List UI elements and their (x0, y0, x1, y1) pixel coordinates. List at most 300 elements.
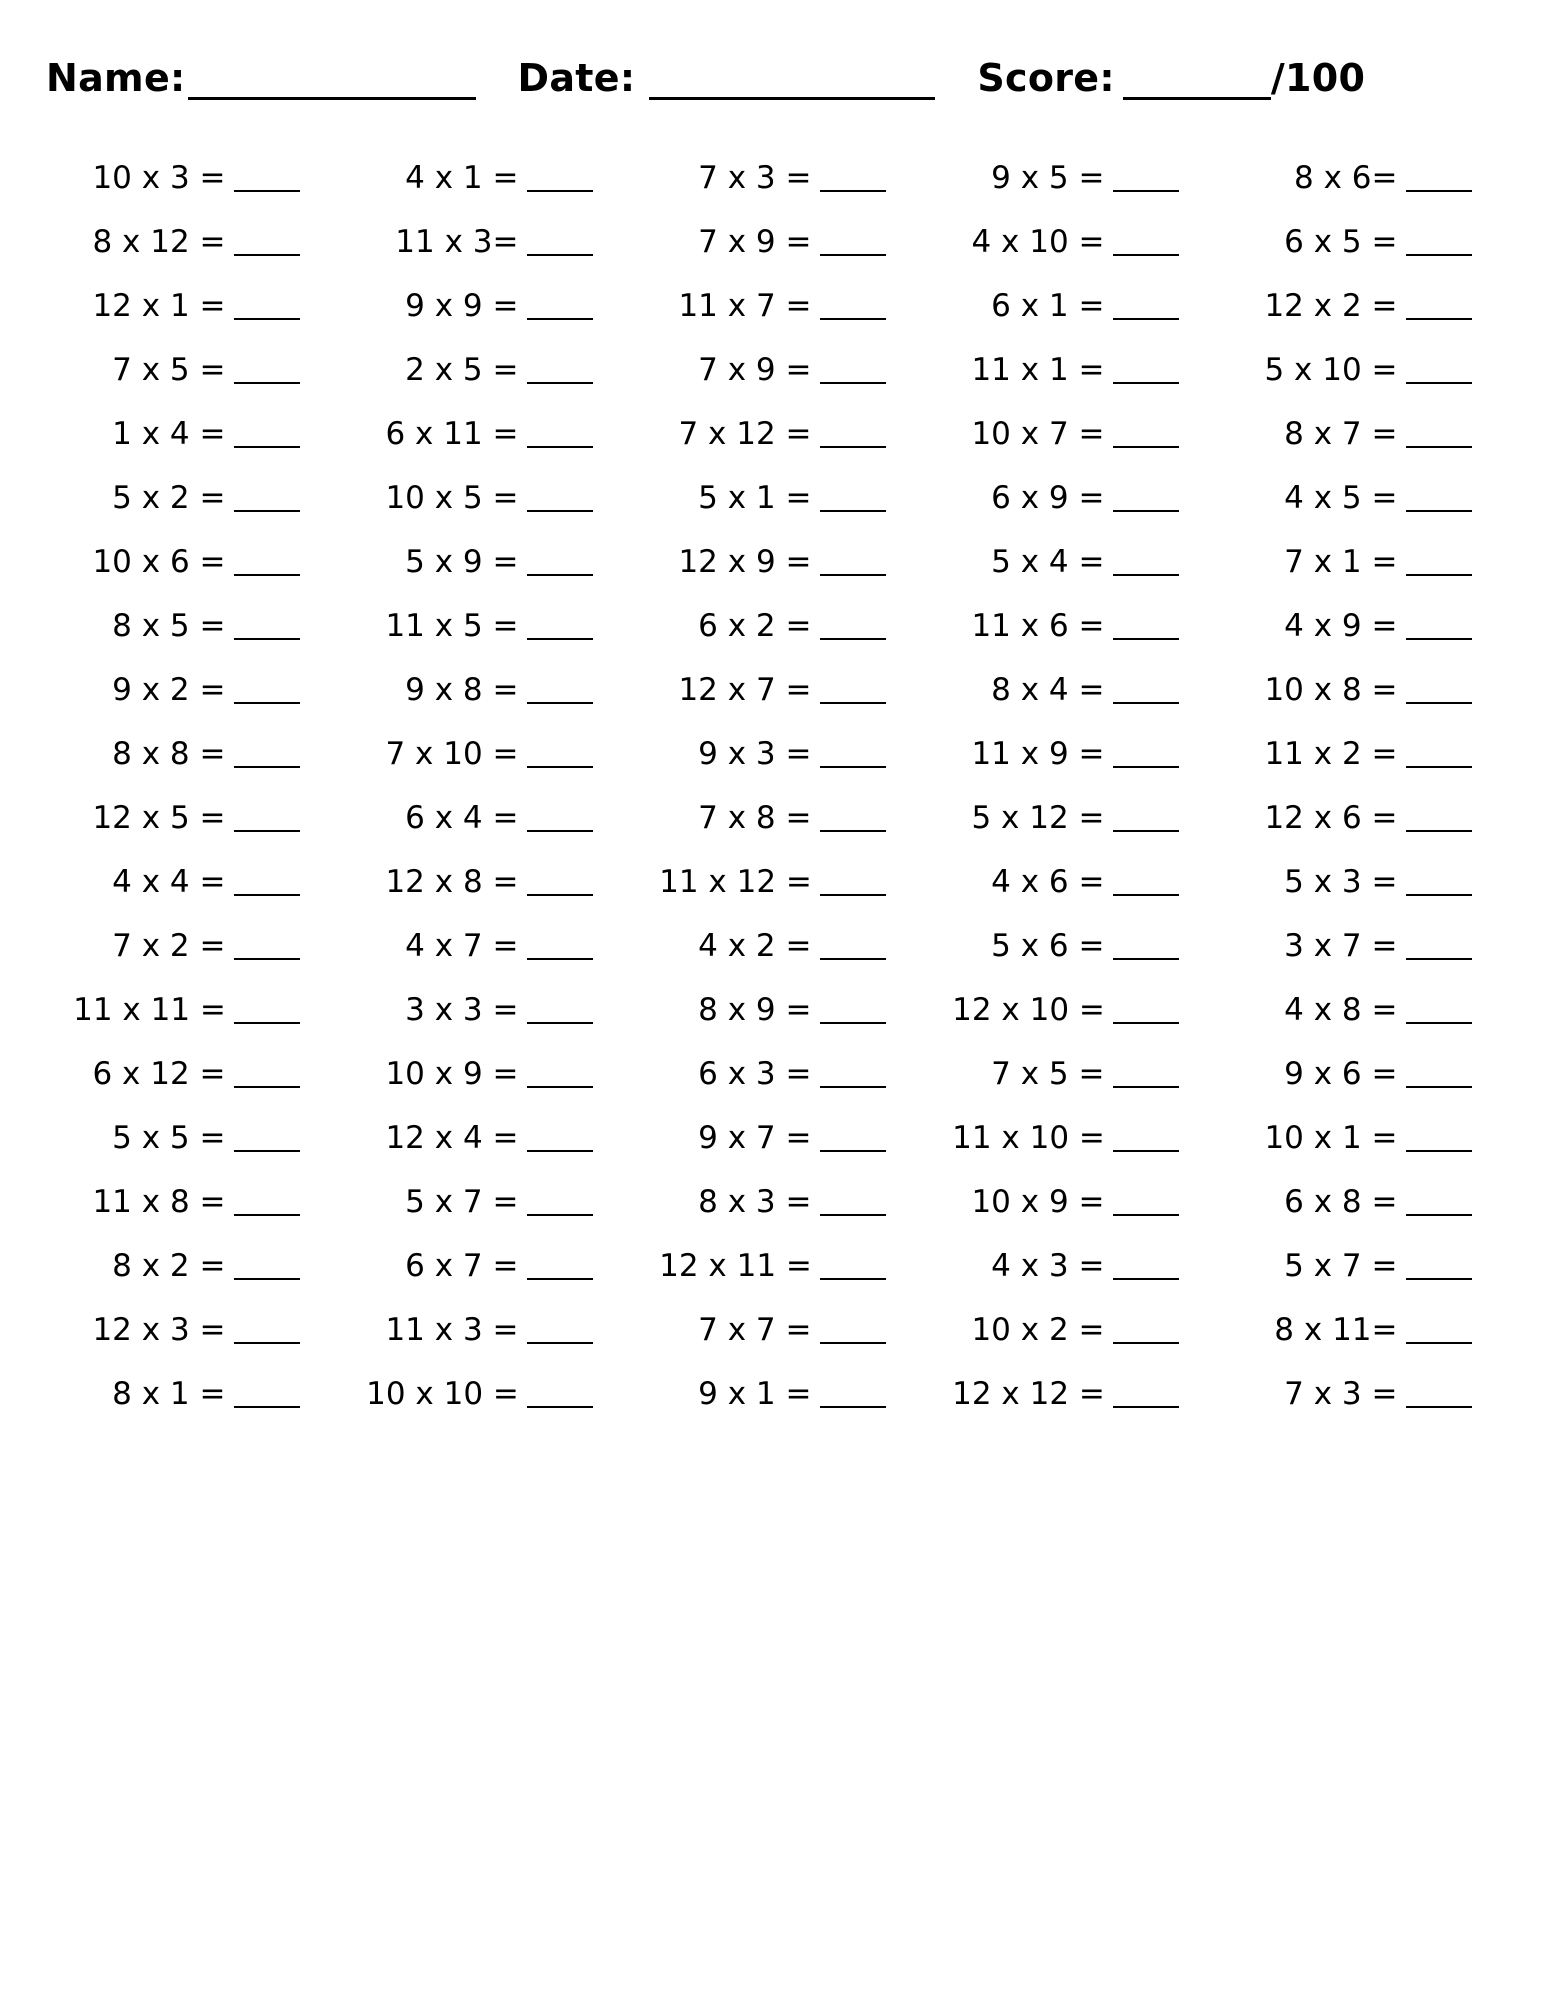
problem-cell (1212, 146, 1505, 210)
problem-cell (40, 1362, 333, 1426)
problem-expression: 5 x 3 = (1284, 864, 1398, 900)
problem-expression: 5 x 1 = (698, 480, 812, 516)
answer-blank[interactable] (234, 676, 300, 704)
problem-expression: 6 x 11 = (385, 416, 519, 452)
problem-cell (40, 786, 333, 850)
answer-blank[interactable] (234, 484, 300, 512)
problem-cell (919, 1170, 1212, 1234)
answer-blank[interactable] (234, 612, 300, 640)
problem-cell (40, 978, 333, 1042)
problem-cell (333, 850, 626, 914)
problem-cell (1212, 274, 1505, 338)
problem-expression: 7 x 12 = (678, 416, 812, 452)
problem-expression: 1 x 4 = (112, 416, 226, 452)
problem-cell (626, 914, 919, 978)
answer-blank[interactable] (820, 1252, 886, 1280)
answer-blank[interactable] (1113, 228, 1179, 256)
problem-cell (333, 914, 626, 978)
problem-expression: 11 x 11 = (73, 992, 226, 1028)
problem-expression: 7 x 9 = (698, 224, 812, 260)
answer-blank[interactable] (1406, 1124, 1472, 1152)
problem-cell (333, 466, 626, 530)
answer-blank[interactable] (820, 996, 886, 1024)
problem-cell (40, 658, 333, 722)
name-input-line[interactable] (188, 67, 476, 100)
answer-blank[interactable] (234, 1060, 300, 1088)
problem-expression: 12 x 11 = (659, 1248, 812, 1284)
problem-expression: 10 x 6 = (92, 544, 226, 580)
problem-expression: 12 x 2 = (1264, 288, 1398, 324)
score-total-label: /100 (1270, 56, 1366, 100)
problem-expression: 12 x 8 = (385, 864, 519, 900)
answer-blank[interactable] (1113, 1252, 1179, 1280)
answer-blank[interactable] (1113, 548, 1179, 576)
problem-cell (40, 210, 333, 274)
problem-expression: 12 x 6 = (1264, 800, 1398, 836)
problem-expression: 12 x 5 = (92, 800, 226, 836)
problem-expression: 12 x 12 = (952, 1376, 1105, 1412)
answer-blank[interactable] (234, 164, 300, 192)
problem-cell (919, 978, 1212, 1042)
problem-cell (333, 402, 626, 466)
problem-cell (626, 1234, 919, 1298)
problem-cell (919, 402, 1212, 466)
problem-cell (626, 1362, 919, 1426)
answer-blank[interactable] (1406, 548, 1472, 576)
date-field-group (518, 56, 936, 100)
problem-cell (919, 1234, 1212, 1298)
problem-expression: 5 x 2 = (112, 480, 226, 516)
answer-blank[interactable] (1406, 228, 1472, 256)
problem-cell (40, 1234, 333, 1298)
answer-blank[interactable] (527, 1060, 593, 1088)
answer-blank[interactable] (527, 420, 593, 448)
problem-expression: 6 x 1 = (991, 288, 1105, 324)
answer-blank[interactable] (234, 1188, 300, 1216)
problem-cell (626, 594, 919, 658)
problem-expression: 12 x 7 = (678, 672, 812, 708)
answer-blank[interactable] (820, 1316, 886, 1344)
problem-cell (1212, 1298, 1505, 1362)
answer-blank[interactable] (527, 1380, 593, 1408)
answer-blank[interactable] (1113, 164, 1179, 192)
problem-expression: 6 x 12 = (92, 1056, 226, 1092)
answer-blank[interactable] (234, 356, 300, 384)
problem-cell (919, 914, 1212, 978)
answer-blank[interactable] (527, 484, 593, 512)
answer-blank[interactable] (527, 932, 593, 960)
problem-expression: 2 x 5 = (405, 352, 519, 388)
name-field-group (46, 56, 476, 100)
problem-expression: 6 x 4 = (405, 800, 519, 836)
problem-cell (1212, 530, 1505, 594)
answer-blank[interactable] (820, 420, 886, 448)
problem-expression: 11 x 6 = (971, 608, 1105, 644)
problem-cell (1212, 1362, 1505, 1426)
problem-cell (919, 338, 1212, 402)
problem-cell (333, 658, 626, 722)
problem-cell (919, 1298, 1212, 1362)
problem-expression: 8 x 7 = (1284, 416, 1398, 452)
problem-cell (1212, 1042, 1505, 1106)
answer-blank[interactable] (1113, 740, 1179, 768)
problem-cell (1212, 1234, 1505, 1298)
problem-expression: 11 x 3 = (385, 1312, 519, 1348)
problem-expression: 4 x 10 = (971, 224, 1105, 260)
problem-expression: 10 x 5 = (385, 480, 519, 516)
problem-expression: 11 x 10 = (952, 1120, 1105, 1156)
problem-cell (919, 786, 1212, 850)
answer-blank[interactable] (1406, 420, 1472, 448)
problem-cell (626, 466, 919, 530)
problem-expression: 5 x 4 = (991, 544, 1105, 580)
problem-expression: 9 x 3 = (698, 736, 812, 772)
answer-blank[interactable] (1113, 292, 1179, 320)
problem-cell (919, 1362, 1212, 1426)
answer-blank[interactable] (1113, 1380, 1179, 1408)
score-field-group (977, 56, 1365, 100)
problem-cell (919, 146, 1212, 210)
date-label: Date: (517, 56, 636, 100)
problem-cell (1212, 722, 1505, 786)
answer-blank[interactable] (820, 228, 886, 256)
problem-cell (919, 466, 1212, 530)
problem-expression: 11 x 3= (395, 224, 519, 260)
answer-blank[interactable] (1406, 1060, 1472, 1088)
problem-expression: 4 x 1 = (405, 160, 519, 196)
answer-blank[interactable] (527, 292, 593, 320)
answer-blank[interactable] (527, 548, 593, 576)
problem-cell (333, 978, 626, 1042)
problem-expression: 8 x 1 = (112, 1376, 226, 1412)
problem-expression: 5 x 5 = (112, 1120, 226, 1156)
problem-cell (1212, 594, 1505, 658)
answer-blank[interactable] (820, 804, 886, 832)
answer-blank[interactable] (1113, 996, 1179, 1024)
answer-blank[interactable] (527, 164, 593, 192)
problem-cell (333, 1170, 626, 1234)
answer-blank[interactable] (527, 804, 593, 832)
problem-expression: 7 x 9 = (698, 352, 812, 388)
problem-cell (333, 146, 626, 210)
problem-cell (626, 1170, 919, 1234)
answer-blank[interactable] (1406, 356, 1472, 384)
problem-expression: 7 x 5 = (112, 352, 226, 388)
problem-expression: 4 x 6 = (991, 864, 1105, 900)
problem-expression: 11 x 1 = (971, 352, 1105, 388)
problem-cell (1212, 210, 1505, 274)
answer-blank[interactable] (1406, 676, 1472, 704)
answer-blank[interactable] (1406, 996, 1472, 1024)
answer-blank[interactable] (820, 868, 886, 896)
problem-expression: 4 x 9 = (1284, 608, 1398, 644)
problem-expression: 4 x 4 = (112, 864, 226, 900)
answer-blank[interactable] (1113, 420, 1179, 448)
problem-expression: 4 x 3 = (991, 1248, 1105, 1284)
problem-expression: 8 x 9 = (698, 992, 812, 1028)
problem-expression: 11 x 2 = (1264, 736, 1398, 772)
problem-expression: 5 x 12 = (971, 800, 1105, 836)
problem-expression: 5 x 6 = (991, 928, 1105, 964)
problem-expression: 6 x 9 = (991, 480, 1105, 516)
problem-cell (40, 722, 333, 786)
problem-cell (40, 1170, 333, 1234)
problem-expression: 8 x 2 = (112, 1248, 226, 1284)
problem-cell (919, 1042, 1212, 1106)
problem-cell (919, 530, 1212, 594)
answer-blank[interactable] (820, 1124, 886, 1152)
problem-expression: 10 x 9 = (385, 1056, 519, 1092)
answer-blank[interactable] (234, 548, 300, 576)
problem-expression: 8 x 11= (1274, 1312, 1398, 1348)
answer-blank[interactable] (527, 676, 593, 704)
problem-cell (40, 1298, 333, 1362)
problem-cell (1212, 658, 1505, 722)
problem-expression: 8 x 8 = (112, 736, 226, 772)
answer-blank[interactable] (820, 1380, 886, 1408)
problem-cell (626, 146, 919, 210)
answer-blank[interactable] (1113, 484, 1179, 512)
problem-expression: 4 x 5 = (1284, 480, 1398, 516)
problem-cell (333, 1298, 626, 1362)
score-label: Score: (977, 56, 1115, 100)
problem-cell (40, 914, 333, 978)
answer-blank[interactable] (1113, 1188, 1179, 1216)
answer-blank[interactable] (1406, 612, 1472, 640)
problem-expression: 4 x 8 = (1284, 992, 1398, 1028)
problem-cell (1212, 466, 1505, 530)
problem-expression: 3 x 7 = (1284, 928, 1398, 964)
problem-cell (919, 594, 1212, 658)
problem-cell (626, 1106, 919, 1170)
problem-cell (333, 210, 626, 274)
problem-expression: 10 x 9 = (971, 1184, 1105, 1220)
problem-cell (1212, 850, 1505, 914)
answer-blank[interactable] (1113, 804, 1179, 832)
answer-blank[interactable] (1406, 740, 1472, 768)
answer-blank[interactable] (1406, 868, 1472, 896)
problem-expression: 3 x 3 = (405, 992, 519, 1028)
problem-expression: 9 x 8 = (405, 672, 519, 708)
problem-expression: 7 x 10 = (385, 736, 519, 772)
problem-cell (919, 1106, 1212, 1170)
answer-blank[interactable] (1113, 868, 1179, 896)
answer-blank[interactable] (1113, 676, 1179, 704)
answer-blank[interactable] (527, 1188, 593, 1216)
answer-blank[interactable] (1406, 292, 1472, 320)
answer-blank[interactable] (234, 740, 300, 768)
problem-expression: 12 x 9 = (678, 544, 812, 580)
answer-blank[interactable] (1113, 1124, 1179, 1152)
problem-cell (626, 530, 919, 594)
answer-blank[interactable] (1406, 1380, 1472, 1408)
answer-blank[interactable] (234, 292, 300, 320)
problem-cell (333, 1362, 626, 1426)
problem-cell (626, 978, 919, 1042)
answer-blank[interactable] (234, 1380, 300, 1408)
answer-blank[interactable] (820, 740, 886, 768)
answer-blank[interactable] (527, 996, 593, 1024)
problem-expression: 12 x 4 = (385, 1120, 519, 1156)
answer-blank[interactable] (527, 1316, 593, 1344)
problem-expression: 7 x 2 = (112, 928, 226, 964)
problem-expression: 10 x 10 = (366, 1376, 519, 1412)
problem-expression: 6 x 5 = (1284, 224, 1398, 260)
problem-expression: 5 x 10 = (1264, 352, 1398, 388)
answer-blank[interactable] (1113, 1060, 1179, 1088)
answer-blank[interactable] (527, 1252, 593, 1280)
problem-cell (333, 1234, 626, 1298)
answer-blank[interactable] (234, 420, 300, 448)
answer-blank[interactable] (1406, 932, 1472, 960)
problem-expression: 8 x 6= (1294, 160, 1398, 196)
problem-cell (40, 466, 333, 530)
problem-expression: 11 x 7 = (678, 288, 812, 324)
problem-cell (1212, 338, 1505, 402)
problem-expression: 9 x 6 = (1284, 1056, 1398, 1092)
problem-expression: 12 x 10 = (952, 992, 1105, 1028)
problem-expression: 7 x 7 = (698, 1312, 812, 1348)
problem-cell (1212, 978, 1505, 1042)
problem-cell (333, 530, 626, 594)
problem-expression: 11 x 8 = (92, 1184, 226, 1220)
problem-cell (919, 658, 1212, 722)
problem-cell (1212, 1106, 1505, 1170)
problem-expression: 4 x 2 = (698, 928, 812, 964)
problem-cell (626, 786, 919, 850)
answer-blank[interactable] (820, 932, 886, 960)
problem-expression: 10 x 7 = (971, 416, 1105, 452)
problem-cell (40, 594, 333, 658)
problem-expression: 6 x 8 = (1284, 1184, 1398, 1220)
problem-cell (626, 338, 919, 402)
problem-expression: 5 x 9 = (405, 544, 519, 580)
problem-grid (40, 146, 1505, 1426)
answer-blank[interactable] (527, 1124, 593, 1152)
problem-expression: 10 x 1 = (1264, 1120, 1398, 1156)
problem-cell (626, 274, 919, 338)
problem-cell (626, 210, 919, 274)
problem-cell (919, 722, 1212, 786)
problem-expression: 10 x 2 = (971, 1312, 1105, 1348)
problem-expression: 9 x 7 = (698, 1120, 812, 1156)
answer-blank[interactable] (1406, 1316, 1472, 1344)
problem-cell (333, 274, 626, 338)
answer-blank[interactable] (234, 1252, 300, 1280)
problem-expression: 7 x 3 = (698, 160, 812, 196)
problem-expression: 6 x 2 = (698, 608, 812, 644)
answer-blank[interactable] (234, 996, 300, 1024)
problem-expression: 9 x 1 = (698, 1376, 812, 1412)
problem-cell (333, 338, 626, 402)
problem-cell (1212, 402, 1505, 466)
answer-blank[interactable] (234, 1124, 300, 1152)
problem-expression: 8 x 3 = (698, 1184, 812, 1220)
problem-expression: 12 x 3 = (92, 1312, 226, 1348)
problem-cell (626, 1298, 919, 1362)
problem-cell (919, 210, 1212, 274)
problem-expression: 9 x 2 = (112, 672, 226, 708)
problem-expression: 4 x 7 = (405, 928, 519, 964)
answer-blank[interactable] (820, 356, 886, 384)
answer-blank[interactable] (527, 356, 593, 384)
answer-blank[interactable] (820, 292, 886, 320)
answer-blank[interactable] (1406, 804, 1472, 832)
answer-blank[interactable] (820, 1060, 886, 1088)
answer-blank[interactable] (527, 868, 593, 896)
problem-expression: 6 x 3 = (698, 1056, 812, 1092)
problem-expression: 10 x 3 = (92, 160, 226, 196)
name-label: Name: (46, 56, 186, 100)
answer-blank[interactable] (1113, 1316, 1179, 1344)
answer-blank[interactable] (1406, 1252, 1472, 1280)
problem-cell (40, 850, 333, 914)
problem-cell (626, 402, 919, 466)
problem-cell (1212, 786, 1505, 850)
problem-expression: 9 x 5 = (991, 160, 1105, 196)
answer-blank[interactable] (820, 1188, 886, 1216)
answer-blank[interactable] (527, 740, 593, 768)
problem-cell (626, 658, 919, 722)
problem-cell (333, 786, 626, 850)
problem-cell (1212, 914, 1505, 978)
answer-blank[interactable] (527, 612, 593, 640)
answer-blank[interactable] (820, 548, 886, 576)
problem-expression: 7 x 8 = (698, 800, 812, 836)
answer-blank[interactable] (1113, 932, 1179, 960)
answer-blank[interactable] (1406, 1188, 1472, 1216)
problem-expression: 5 x 7 = (405, 1184, 519, 1220)
problem-cell (40, 1106, 333, 1170)
answer-blank[interactable] (820, 164, 886, 192)
problem-expression: 7 x 3 = (1284, 1376, 1398, 1412)
date-input-line[interactable] (649, 67, 935, 100)
problem-cell (333, 1042, 626, 1106)
answer-blank[interactable] (1406, 484, 1472, 512)
answer-blank[interactable] (234, 1316, 300, 1344)
answer-blank[interactable] (234, 868, 300, 896)
problem-expression: 5 x 7 = (1284, 1248, 1398, 1284)
problem-cell (626, 850, 919, 914)
answer-blank[interactable] (1113, 356, 1179, 384)
problem-expression: 7 x 1 = (1284, 544, 1398, 580)
problem-expression: 8 x 5 = (112, 608, 226, 644)
problem-expression: 8 x 4 = (991, 672, 1105, 708)
answer-blank[interactable] (1113, 612, 1179, 640)
problem-cell (333, 1106, 626, 1170)
answer-blank[interactable] (234, 804, 300, 832)
score-input-line[interactable] (1123, 67, 1271, 100)
problem-cell (919, 274, 1212, 338)
problem-cell (40, 338, 333, 402)
problem-expression: 10 x 8 = (1264, 672, 1398, 708)
answer-blank[interactable] (1406, 164, 1472, 192)
answer-blank[interactable] (527, 228, 593, 256)
answer-blank[interactable] (820, 612, 886, 640)
answer-blank[interactable] (234, 932, 300, 960)
answer-blank[interactable] (820, 484, 886, 512)
problem-expression: 12 x 1 = (92, 288, 226, 324)
answer-blank[interactable] (820, 676, 886, 704)
answer-blank[interactable] (234, 228, 300, 256)
problem-cell (1212, 1170, 1505, 1234)
problem-expression: 11 x 12 = (659, 864, 812, 900)
problem-cell (626, 1042, 919, 1106)
problem-cell (40, 274, 333, 338)
problem-cell (40, 1042, 333, 1106)
problem-cell (333, 594, 626, 658)
problem-cell (626, 722, 919, 786)
